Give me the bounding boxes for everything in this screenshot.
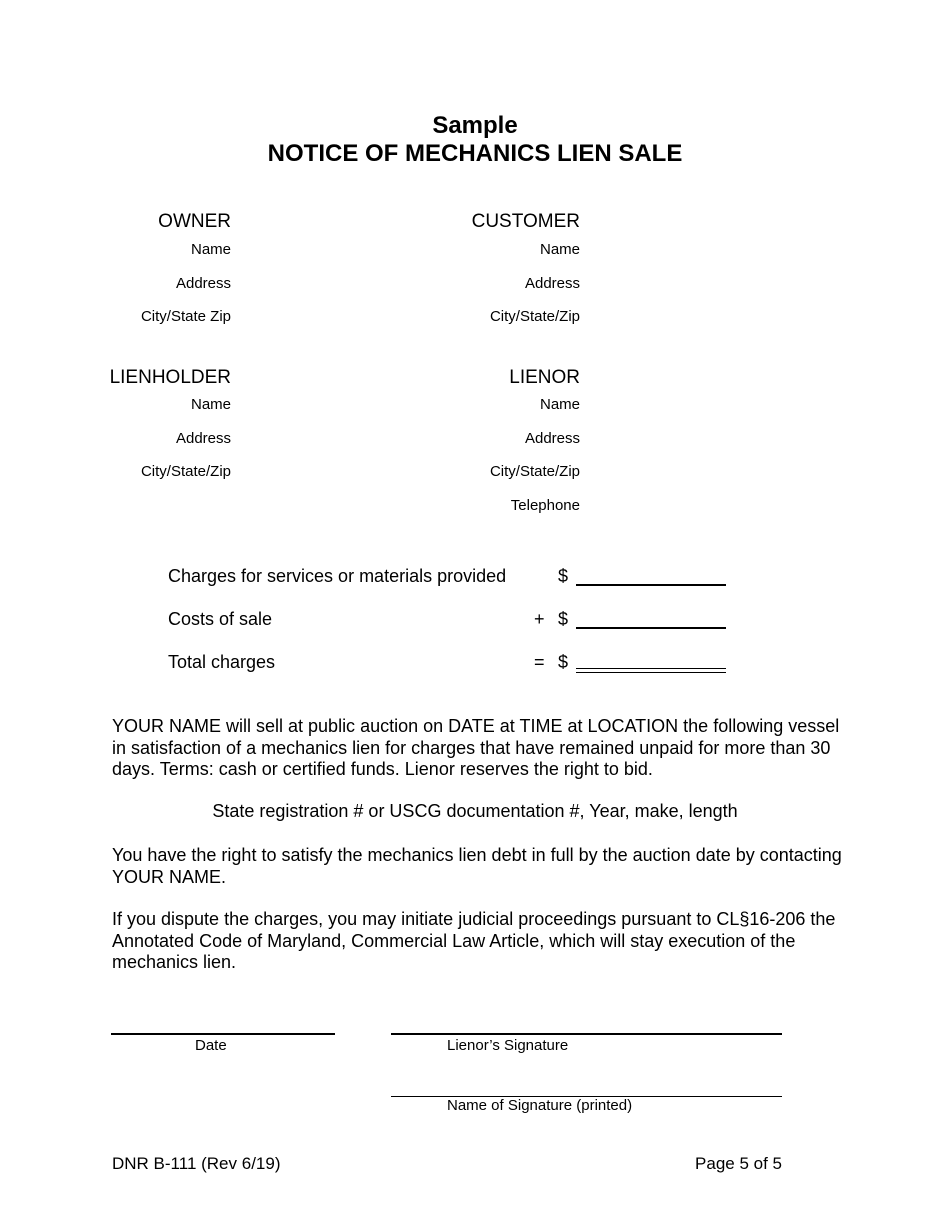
currency-symbol: $ [558,609,569,629]
title-sample: Sample [432,112,518,139]
costs-of-sale-blank [576,627,726,629]
lienor-heading: LIENOR [509,367,580,388]
page-title: NOTICE OF MECHANICS LIEN SALE [267,140,683,167]
equals-operator: = [534,652,545,672]
date-signature-line [111,1033,335,1035]
currency-symbol: $ [558,652,569,672]
total-charges-label: Total charges [168,652,276,672]
lienor-signature-line [391,1033,782,1035]
customer-heading: CUSTOMER [471,211,580,232]
costs-of-sale-label: Costs of sale [168,609,273,629]
owner-heading: OWNER [158,211,231,232]
form-id: DNR B-111 (Rev 6/19) [112,1154,281,1173]
lienor-address-label: Address [524,430,580,447]
lienor-telephone-label: Telephone [510,497,580,514]
lienor-signature-label: Lienor’s Signature [447,1037,569,1054]
vessel-registration-line: State registration # or USCG documentation #, Year, make, length [212,801,738,821]
dispute-paragraph: If you dispute the charges, you may initiate judicial proceedings pursuant to CL§16-206 the Annotated Code of Maryland, Commercial Law Article, which will stay execution of the mechanics lien. [112,909,836,972]
plus-operator: + [534,609,545,629]
customer-city-label: City/State/Zip [489,308,580,325]
owner-city-label: City/State Zip [140,308,231,325]
lienor-name-label: Name [539,396,580,413]
owner-name-label: Name [190,241,231,258]
auction-notice-paragraph: YOUR NAME will sell at public auction on DATE at TIME at LOCATION the following vessel in satisfaction of a mechanics lien for charges that have remained unpaid for more than 30 days. Terms: cash or certified funds. Lienor reserves the right to bid. [112,716,840,779]
lienholder-address-label: Address [175,430,231,447]
lienholder-name-label: Name [190,396,231,413]
lienor-city-label: City/State/Zip [489,463,580,480]
lienholder-city-label: City/State/Zip [140,463,231,480]
charges-services-blank [576,584,726,586]
customer-address-label: Address [524,275,580,292]
total-charges-blank [576,668,726,673]
currency-symbol: $ [558,566,569,586]
owner-address-label: Address [175,275,231,292]
date-label: Date [195,1037,227,1054]
lienholder-heading: LIENHOLDER [109,367,231,388]
page-number: Page 5 of 5 [695,1154,782,1173]
right-to-satisfy-paragraph: You have the right to satisfy the mechanics lien debt in full by the auction date by contacting YOUR NAME. [112,845,842,887]
customer-name-label: Name [539,241,580,258]
printed-name-label: Name of Signature (printed) [447,1097,633,1114]
charges-services-label: Charges for services or materials provided [168,566,507,586]
